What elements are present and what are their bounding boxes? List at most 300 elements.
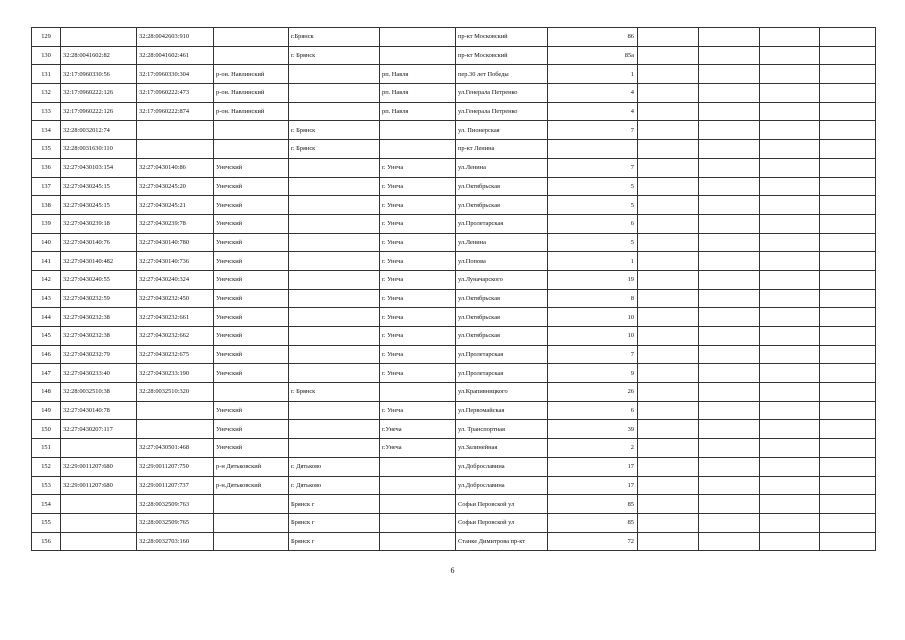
object-cadastral-number-cell: 32:29:0011207:737 [137,476,214,495]
city-cell: Брянск г [289,513,380,532]
row-number-cell: 155 [32,513,61,532]
object-cadastral-number-cell: 32:28:0032510:320 [137,383,214,402]
cadastral-number-cell: 32:27:0430103:154 [61,158,137,177]
empty-cell [760,383,820,402]
district-cell: Унечский [214,289,289,308]
house-number-cell: 7 [548,158,638,177]
empty-cell [638,270,699,289]
empty-cell [820,28,876,47]
locality-cell: г.Унеча [380,439,456,458]
city-cell [289,177,380,196]
cadastral-number-cell: 32:27:0430140:482 [61,252,137,271]
district-cell [214,121,289,140]
object-cadastral-number-cell: 32:27:0430239:78 [137,214,214,233]
locality-cell [380,121,456,140]
city-cell: г. Брянск [289,140,380,159]
empty-cell [638,457,699,476]
cadastral-number-cell: 32:28:0032510:38 [61,383,137,402]
locality-cell: г. Унеча [380,233,456,252]
table-row [32,102,876,121]
district-cell: Унечский [214,401,289,420]
city-cell: г. Дятьково [289,476,380,495]
house-number-cell: 5 [548,233,638,252]
empty-cell [638,476,699,495]
registry-table-sheet [31,27,876,551]
street-cell: ул.Пролетарская [456,214,548,233]
page-number: 6 [450,566,455,575]
locality-cell: г. Унеча [380,177,456,196]
cadastral-number-cell [61,532,137,551]
empty-cell [638,495,699,514]
district-cell: р-он. Навлинский [214,102,289,121]
object-cadastral-number-cell: 32:27:0430140:86 [137,158,214,177]
city-cell: г. Брянск [289,383,380,402]
empty-cell [820,177,876,196]
empty-cell [820,457,876,476]
object-cadastral-number-cell: 32:28:0041602:461 [137,46,214,65]
empty-cell [699,401,760,420]
house-number-cell: 2 [548,439,638,458]
locality-cell: г. Унеча [380,308,456,327]
street-cell: ул.Пролетарская [456,345,548,364]
object-cadastral-number-cell [137,420,214,439]
empty-cell [820,327,876,346]
table-row [32,140,876,159]
cadastral-number-cell: 32:28:0031630:110 [61,140,137,159]
empty-cell [699,233,760,252]
house-number-cell: 10 [548,327,638,346]
locality-cell [380,476,456,495]
row-number-cell: 147 [32,364,61,383]
street-cell: пер.30 лет Победы [456,65,548,84]
locality-cell: г. Унеча [380,252,456,271]
empty-cell [820,102,876,121]
empty-cell [699,46,760,65]
district-cell: Унечский [214,158,289,177]
city-cell [289,289,380,308]
locality-cell: г. Унеча [380,289,456,308]
empty-cell [638,345,699,364]
cadastral-number-cell: 32:28:0041602:82 [61,46,137,65]
house-number-cell: 5 [548,196,638,215]
empty-cell [760,327,820,346]
empty-cell [699,252,760,271]
street-cell: ул.Первомайская [456,401,548,420]
object-cadastral-number-cell: 32:29:0011207:750 [137,457,214,476]
table-row [32,439,876,458]
street-cell: ул.Октябрьская [456,177,548,196]
table-row [32,214,876,233]
empty-cell [699,84,760,103]
cadastral-number-cell: 32:27:0430245:15 [61,196,137,215]
row-number-cell: 140 [32,233,61,252]
locality-cell [380,495,456,514]
street-cell: ул.Октябрьская [456,327,548,346]
empty-cell [820,121,876,140]
house-number-cell: 85 [548,513,638,532]
street-cell: ул.Пролетарская [456,364,548,383]
district-cell: Унечский [214,439,289,458]
cadastral-number-cell [61,513,137,532]
empty-cell [820,439,876,458]
city-cell [289,420,380,439]
row-number-cell: 151 [32,439,61,458]
row-number-cell: 132 [32,84,61,103]
empty-cell [820,476,876,495]
object-cadastral-number-cell: 32:27:0430240:324 [137,270,214,289]
empty-cell [638,84,699,103]
empty-cell [760,439,820,458]
table-row [32,532,876,551]
empty-cell [760,121,820,140]
city-cell: г. Дятьково [289,457,380,476]
street-cell: ул.Генерала Петренко [456,102,548,121]
empty-cell [760,476,820,495]
street-cell: ул.Залинейная [456,439,548,458]
table-row [32,289,876,308]
city-cell [289,345,380,364]
object-cadastral-number-cell: 32:28:0042603:910 [137,28,214,47]
empty-cell [820,140,876,159]
empty-cell [760,233,820,252]
district-cell [214,140,289,159]
empty-cell [760,495,820,514]
table-row [32,270,876,289]
house-number-cell: 72 [548,532,638,551]
street-cell: ул.Ленина [456,158,548,177]
empty-cell [699,289,760,308]
table-row [32,121,876,140]
cadastral-number-cell: 32:27:0430239:18 [61,214,137,233]
cadastral-number-cell: 32:17:0960222:126 [61,84,137,103]
district-cell: р-н Дятьковский [214,457,289,476]
house-number-cell: 10 [548,308,638,327]
street-cell: ул.Крапивницкого [456,383,548,402]
empty-cell [638,252,699,271]
empty-cell [820,270,876,289]
registry-table [31,27,876,551]
empty-cell [760,158,820,177]
district-cell: Унечский [214,327,289,346]
empty-cell [760,65,820,84]
row-number-cell: 150 [32,420,61,439]
district-cell: Унечский [214,420,289,439]
empty-cell [820,289,876,308]
street-cell: ул.Генерала Петренко [456,84,548,103]
city-cell: г.Брянск [289,28,380,47]
city-cell [289,65,380,84]
empty-cell [820,252,876,271]
empty-cell [760,46,820,65]
cadastral-number-cell: 32:29:0011207:680 [61,476,137,495]
city-cell [289,327,380,346]
district-cell: р-он. Навлинский [214,84,289,103]
table-row [32,327,876,346]
empty-cell [699,439,760,458]
district-cell: Унечский [214,196,289,215]
street-cell: ул.Доброславина [456,457,548,476]
locality-cell: г. Унеча [380,214,456,233]
empty-cell [638,65,699,84]
city-cell [289,158,380,177]
object-cadastral-number-cell: 32:17:0960222:473 [137,84,214,103]
city-cell [289,196,380,215]
object-cadastral-number-cell: 32:17:0960330:304 [137,65,214,84]
empty-cell [699,420,760,439]
row-number-cell: 156 [32,532,61,551]
object-cadastral-number-cell: 32:27:0430140:780 [137,233,214,252]
locality-cell: г. Унеча [380,196,456,215]
row-number-cell: 136 [32,158,61,177]
empty-cell [638,420,699,439]
object-cadastral-number-cell: 32:27:0430232:675 [137,345,214,364]
street-cell: Станке Димитрова пр-кт [456,532,548,551]
empty-cell [760,28,820,47]
district-cell: Унечский [214,345,289,364]
locality-cell: рп. Навля [380,84,456,103]
table-row [32,65,876,84]
street-cell: пр-кт Московский [456,46,548,65]
object-cadastral-number-cell: 32:27:0430232:450 [137,289,214,308]
empty-cell [820,158,876,177]
row-number-cell: 139 [32,214,61,233]
row-number-cell: 135 [32,140,61,159]
empty-cell [638,532,699,551]
row-number-cell: 144 [32,308,61,327]
cadastral-number-cell: 32:27:0430233:40 [61,364,137,383]
house-number-cell: 1 [548,65,638,84]
empty-cell [760,270,820,289]
house-number-cell: 26 [548,383,638,402]
table-row [32,252,876,271]
empty-cell [760,214,820,233]
cadastral-number-cell [61,28,137,47]
empty-cell [820,233,876,252]
empty-cell [699,327,760,346]
table-row [32,364,876,383]
empty-cell [760,252,820,271]
row-number-cell: 138 [32,196,61,215]
object-cadastral-number-cell: 32:27:0430140:736 [137,252,214,271]
empty-cell [820,84,876,103]
street-cell: ул.Ленина [456,233,548,252]
object-cadastral-number-cell: 32:28:0032703:160 [137,532,214,551]
empty-cell [699,532,760,551]
city-cell [289,233,380,252]
row-number-cell: 149 [32,401,61,420]
locality-cell: г. Унеча [380,364,456,383]
empty-cell [638,46,699,65]
row-number-cell: 153 [32,476,61,495]
empty-cell [638,401,699,420]
city-cell [289,401,380,420]
empty-cell [760,457,820,476]
district-cell [214,46,289,65]
object-cadastral-number-cell: 32:27:0430245:20 [137,177,214,196]
locality-cell [380,140,456,159]
street-cell: пр-кт Ленина [456,140,548,159]
empty-cell [699,214,760,233]
empty-cell [760,84,820,103]
row-number-cell: 152 [32,457,61,476]
empty-cell [760,196,820,215]
row-number-cell: 133 [32,102,61,121]
district-cell [214,513,289,532]
street-cell: ул.Октябрьская [456,196,548,215]
empty-cell [638,140,699,159]
table-row [32,233,876,252]
street-cell: ул.Октябрьская [456,308,548,327]
empty-cell [820,214,876,233]
object-cadastral-number-cell: 32:27:0430233:190 [137,364,214,383]
empty-cell [638,158,699,177]
house-number-cell: 6 [548,214,638,233]
empty-cell [638,102,699,121]
street-cell: ул.Попова [456,252,548,271]
empty-cell [699,457,760,476]
city-cell [289,102,380,121]
table-row [32,196,876,215]
table-row [32,345,876,364]
empty-cell [760,102,820,121]
house-number-cell: 85а [548,46,638,65]
locality-cell: г.Унеча [380,420,456,439]
object-cadastral-number-cell: 32:27:0430245:21 [137,196,214,215]
district-cell: Унечский [214,214,289,233]
house-number-cell: 9 [548,364,638,383]
empty-cell [699,270,760,289]
empty-cell [699,345,760,364]
city-cell: Брянск г [289,532,380,551]
locality-cell [380,28,456,47]
row-number-cell: 134 [32,121,61,140]
city-cell: Брянск г [289,495,380,514]
house-number-cell: 17 [548,476,638,495]
empty-cell [820,196,876,215]
table-row [32,84,876,103]
empty-cell [820,46,876,65]
empty-cell [699,196,760,215]
empty-cell [699,364,760,383]
row-number-cell: 148 [32,383,61,402]
city-cell [289,308,380,327]
locality-cell: рп. Навля [380,102,456,121]
row-number-cell: 130 [32,46,61,65]
empty-cell [820,401,876,420]
street-cell: ул.Луначарского [456,270,548,289]
table-row [32,513,876,532]
house-number-cell [548,140,638,159]
district-cell: Унечский [214,233,289,252]
cadastral-number-cell: 32:27:0430207:117 [61,420,137,439]
object-cadastral-number-cell: 32:27:0430501:468 [137,439,214,458]
cadastral-number-cell: 32:27:0430232:79 [61,345,137,364]
table-row [32,401,876,420]
house-number-cell: 19 [548,270,638,289]
locality-cell [380,513,456,532]
empty-cell [699,121,760,140]
district-cell: Унечский [214,177,289,196]
empty-cell [820,383,876,402]
district-cell: р-н.Дятьковский [214,476,289,495]
table-row [32,383,876,402]
empty-cell [699,65,760,84]
empty-cell [820,513,876,532]
empty-cell [638,196,699,215]
empty-cell [699,476,760,495]
locality-cell: г. Унеча [380,345,456,364]
empty-cell [760,140,820,159]
street-cell: ул.Октябрьская [456,289,548,308]
district-cell: р-он. Навлинский [214,65,289,84]
city-cell [289,439,380,458]
district-cell: Унечский [214,270,289,289]
object-cadastral-number-cell: 32:28:0032509:765 [137,513,214,532]
table-row [32,457,876,476]
object-cadastral-number-cell: 32:27:0430232:662 [137,327,214,346]
empty-cell [820,364,876,383]
city-cell [289,270,380,289]
house-number-cell: 39 [548,420,638,439]
table-row [32,495,876,514]
object-cadastral-number-cell: 32:27:0430232:661 [137,308,214,327]
empty-cell [699,158,760,177]
empty-cell [760,308,820,327]
house-number-cell: 7 [548,121,638,140]
empty-cell [638,308,699,327]
table-body [32,28,876,551]
empty-cell [638,439,699,458]
cadastral-number-cell: 32:27:0430140:78 [61,401,137,420]
house-number-cell: 7 [548,345,638,364]
table-row [32,28,876,47]
empty-cell [760,532,820,551]
locality-cell [380,383,456,402]
empty-cell [760,289,820,308]
table-row [32,158,876,177]
empty-cell [638,177,699,196]
empty-cell [760,345,820,364]
empty-cell [820,308,876,327]
empty-cell [820,420,876,439]
locality-cell [380,532,456,551]
object-cadastral-number-cell [137,121,214,140]
empty-cell [638,121,699,140]
locality-cell: г. Унеча [380,327,456,346]
cadastral-number-cell: 32:27:0430245:15 [61,177,137,196]
empty-cell [699,140,760,159]
empty-cell [699,495,760,514]
table-row [32,308,876,327]
cadastral-number-cell: 32:27:0430232:38 [61,327,137,346]
cadastral-number-cell: 32:29:0011207:680 [61,457,137,476]
district-cell [214,28,289,47]
empty-cell [638,214,699,233]
empty-cell [638,327,699,346]
house-number-cell: 17 [548,457,638,476]
object-cadastral-number-cell: 32:17:0960222:874 [137,102,214,121]
district-cell: Унечский [214,308,289,327]
city-cell [289,84,380,103]
empty-cell [699,308,760,327]
empty-cell [820,532,876,551]
object-cadastral-number-cell [137,401,214,420]
house-number-cell: 85 [548,495,638,514]
city-cell [289,252,380,271]
empty-cell [760,401,820,420]
cadastral-number-cell [61,439,137,458]
row-number-cell: 146 [32,345,61,364]
